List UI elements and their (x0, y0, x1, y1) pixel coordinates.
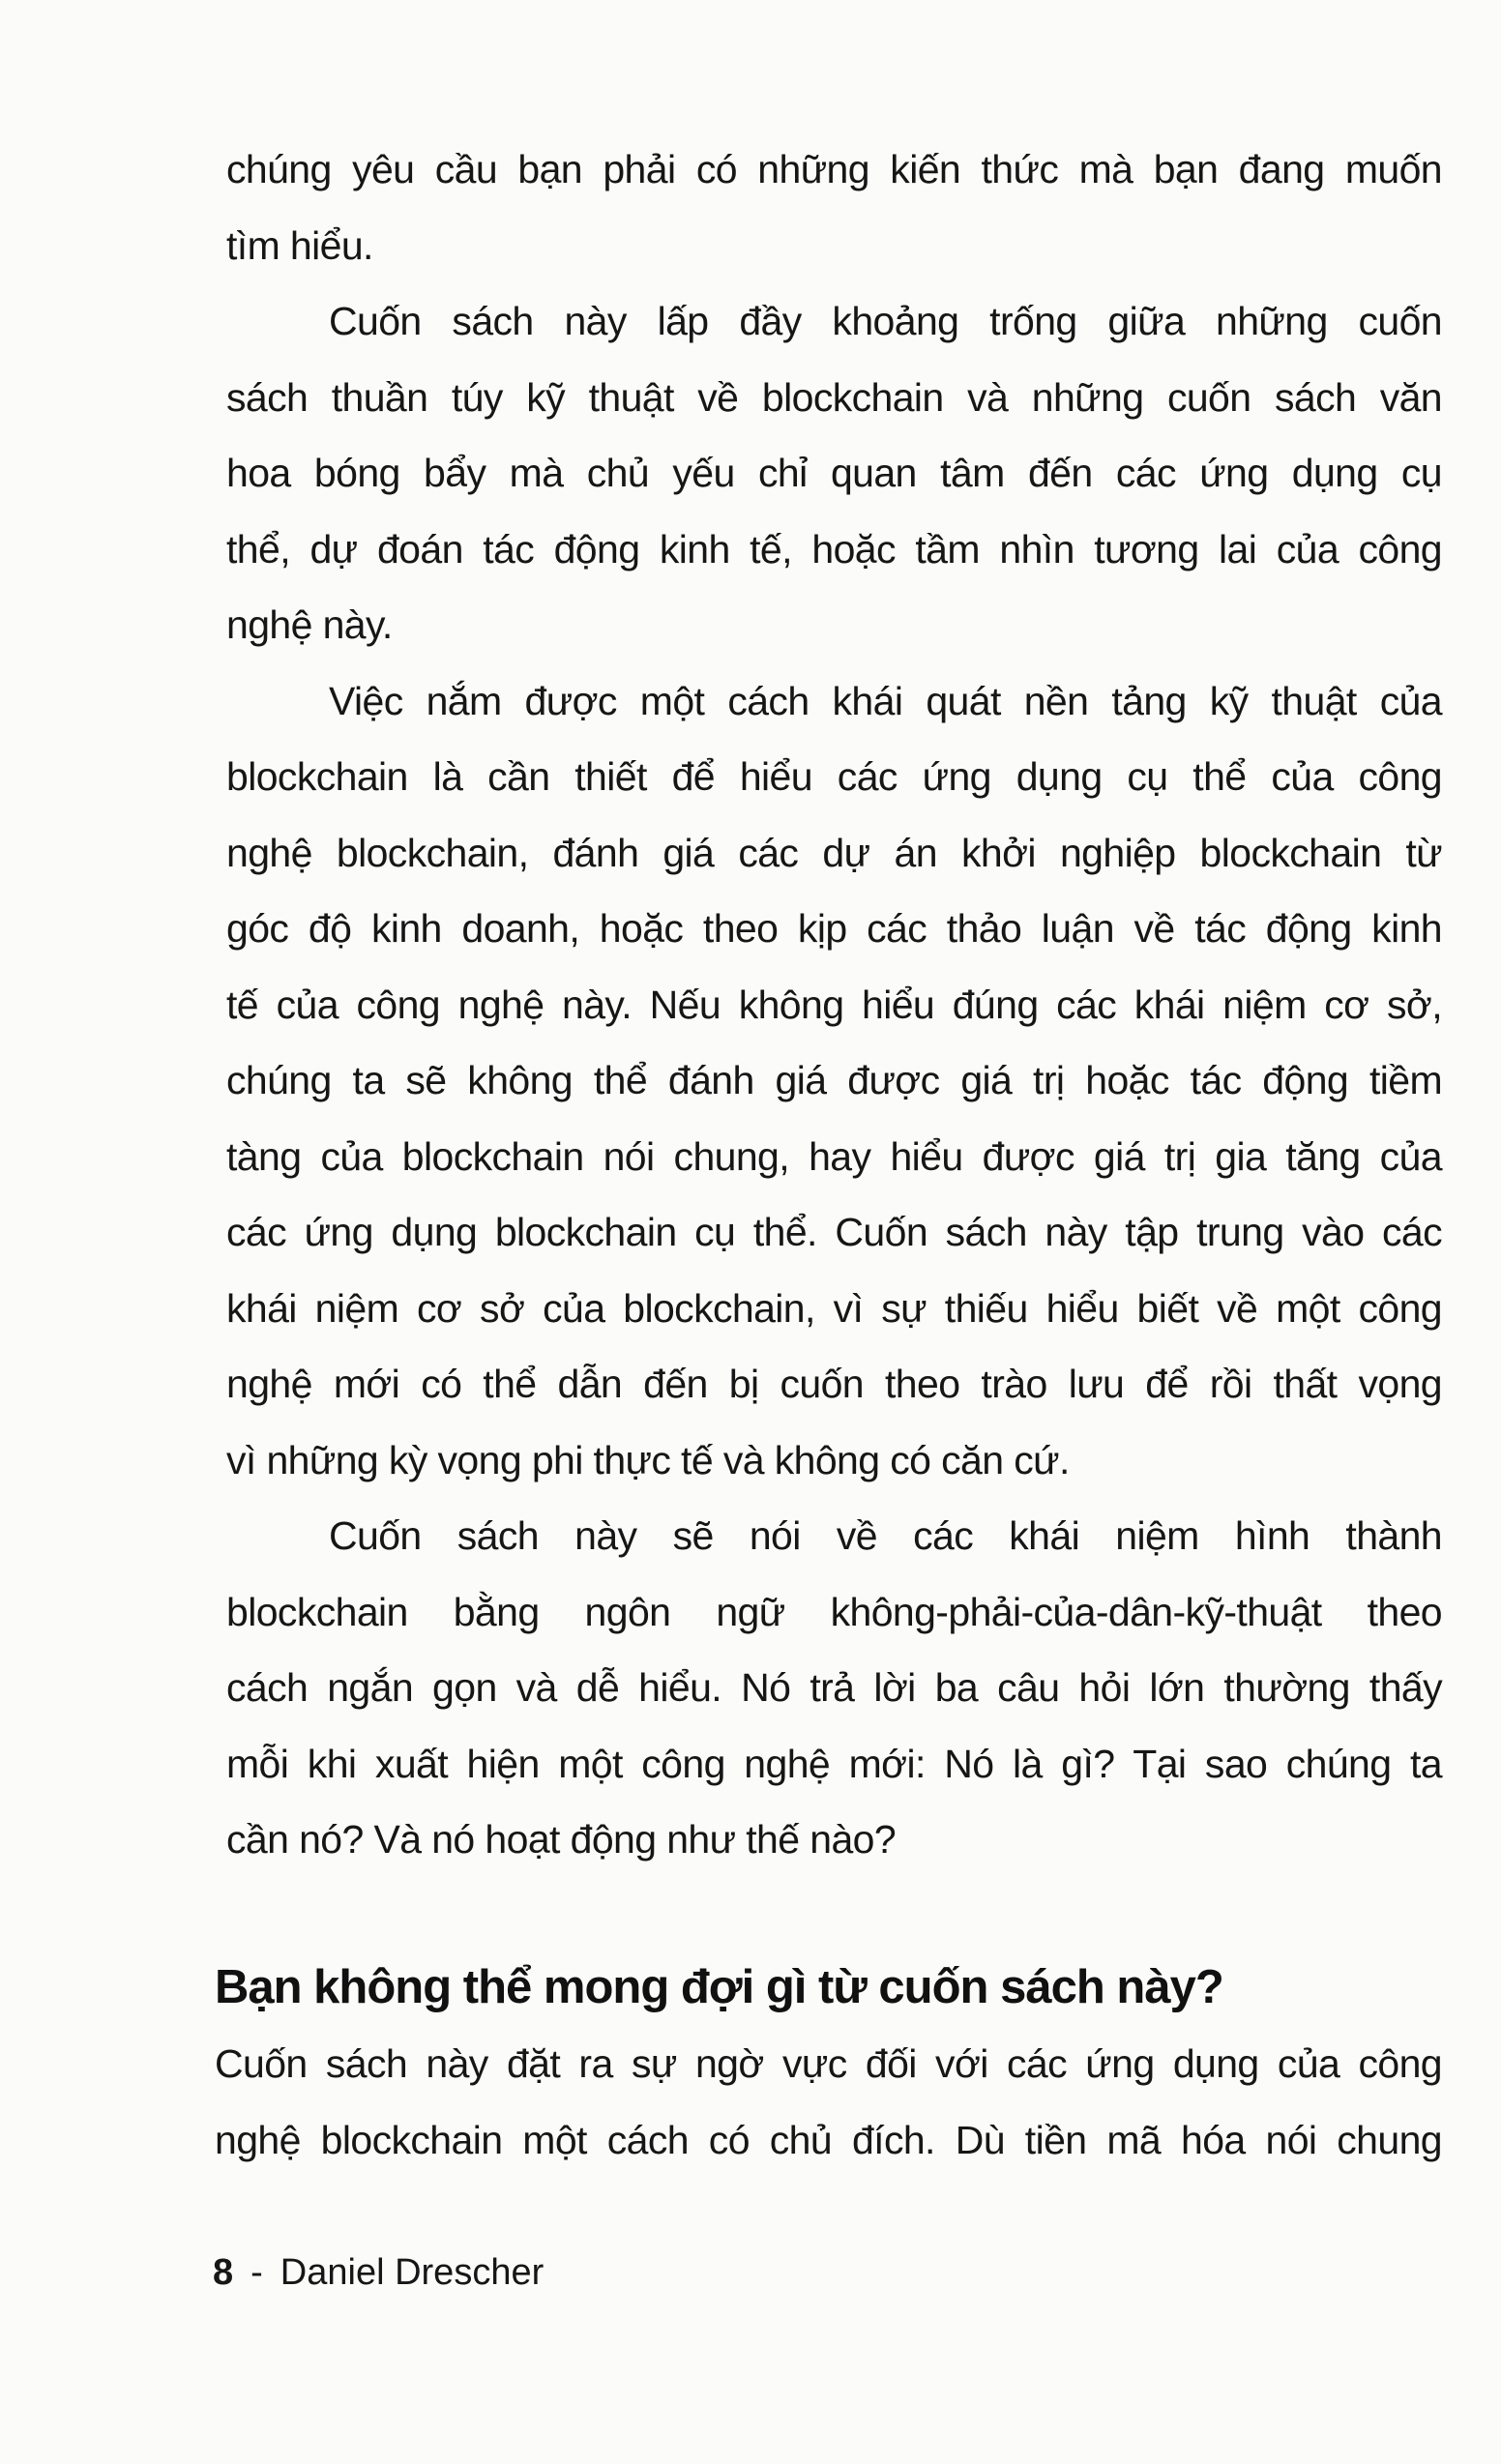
text-line: thể, dự đoán tác động kinh tế, hoặc tầm nhìn tương lai của công (226, 526, 1442, 572)
text-line: Cuốn sách này đặt ra sự ngờ vực đối với các ứng dụng của công (215, 2041, 1442, 2086)
text-line: blockchain bằng ngôn ngữ không-phải-của-dân-kỹ-thuật theo (226, 1589, 1442, 1634)
text-line: tìm hiểu. (226, 222, 373, 268)
text-line: nghệ blockchain, đánh giá các dự án khởi nghiệp blockchain từ (226, 830, 1442, 875)
text-line: Cuốn sách này lấp đầy khoảng trống giữa những cuốn (329, 299, 1442, 343)
text-line: Cuốn sách này sẽ nói về các khái niệm hình thành (329, 1513, 1442, 1558)
section-heading: Bạn không thể mong đợi gì từ cuốn sách này? (215, 1961, 1223, 2013)
text-line: hoa bóng bẩy mà chủ yếu chỉ quan tâm đến các ứng dụng cụ (226, 451, 1442, 495)
text-line: tế của công nghệ này. Nếu không hiểu đúng các khái niệm cơ sở, (226, 982, 1442, 1027)
page-number: 8 (213, 2252, 234, 2293)
text-line: blockchain là cần thiết để hiểu các ứng dụng cụ thể của công (226, 754, 1442, 799)
text-line: cách ngắn gọn và dễ hiểu. Nó trả lời ba câu hỏi lớn thường thấy (226, 1665, 1442, 1710)
text-line: nghệ blockchain một cách có chủ đích. Dù tiền mã hóa nói chung (215, 2117, 1442, 2162)
author-name: Daniel Drescher (280, 2252, 544, 2293)
text-line: các ứng dụng blockchain cụ thể. Cuốn sách này tập trung vào các (226, 1210, 1442, 1254)
text-line: mỗi khi xuất hiện một công nghệ mới: Nó là gì? Tại sao chúng ta (226, 1741, 1442, 1786)
text-line: chúng ta sẽ không thể đánh giá được giá trị hoặc tác động tiềm (226, 1058, 1442, 1102)
text-line: khái niệm cơ sở của blockchain, vì sự thiếu hiểu biết về một công (226, 1285, 1442, 1331)
text-line: vì những kỳ vọng phi thực tế và không có căn cứ. (226, 1437, 1070, 1482)
text-line: tàng của blockchain nói chung, hay hiểu được giá trị gia tăng của (226, 1133, 1442, 1179)
text-line: sách thuần túy kỹ thuật về blockchain và những cuốn sách văn (226, 374, 1442, 420)
footer-separator: - (250, 2252, 263, 2293)
page-footer (213, 2248, 544, 2297)
text-line: Việc nắm được một cách khái quát nền tảng kỹ thuật của (329, 678, 1442, 723)
text-line: góc độ kinh doanh, hoặc theo kịp các thảo luận về tác động kinh (226, 906, 1442, 951)
text-line: nghệ này. (226, 602, 393, 647)
text-line: nghệ mới có thể dẫn đến bị cuốn theo trào lưu để rồi thất vọng (226, 1362, 1442, 1406)
text-line: cần nó? Và nó hoạt động như thế nào? (226, 1817, 897, 1862)
text-line: chúng yêu cầu bạn phải có những kiến thức mà bạn đang muốn (226, 147, 1442, 191)
